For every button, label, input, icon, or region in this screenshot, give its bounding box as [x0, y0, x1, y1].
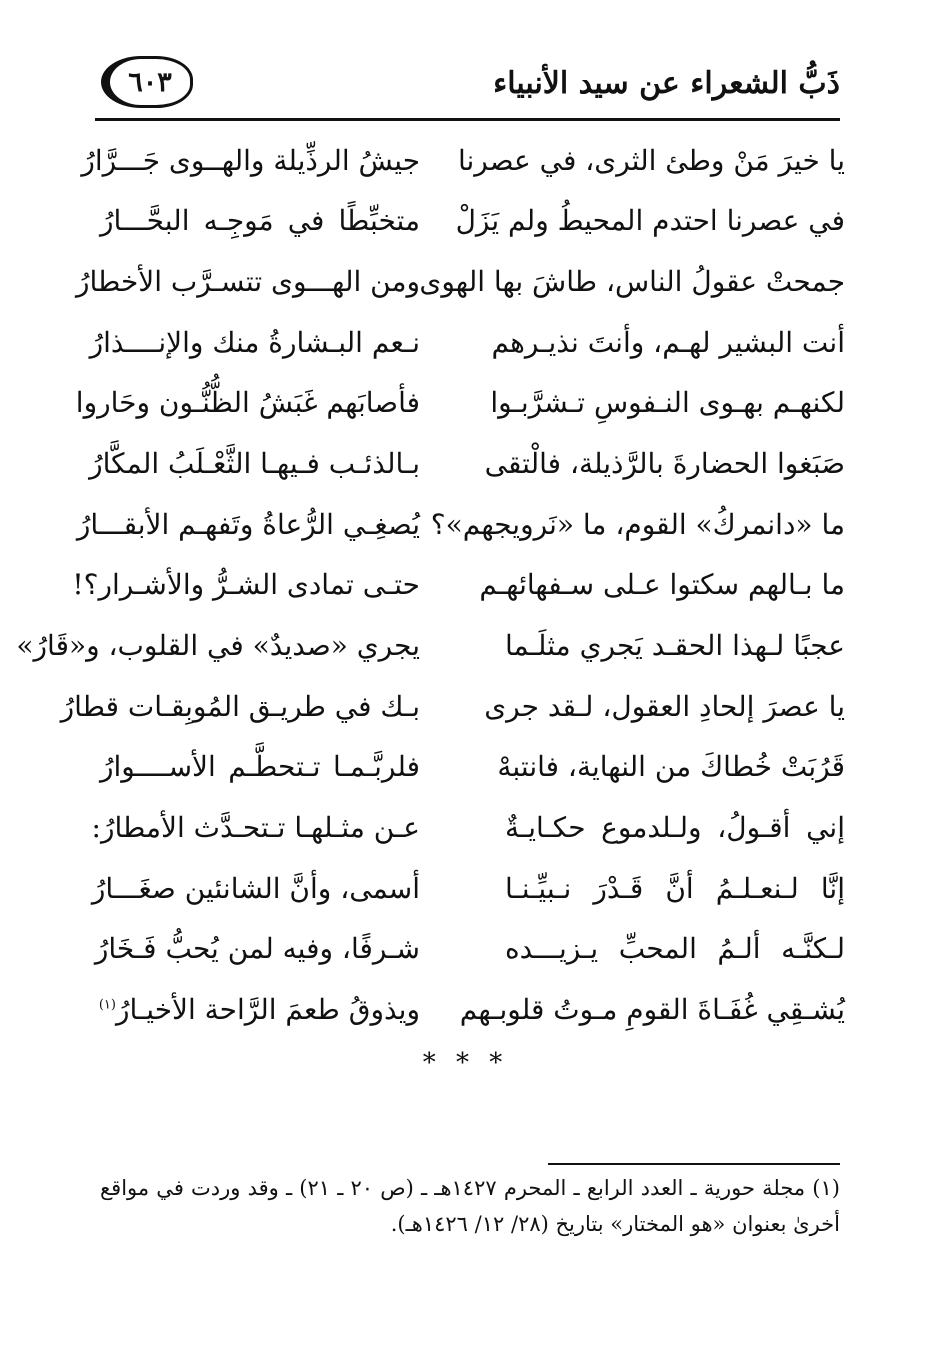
verse: [0, 919, 845, 979]
verse: [0, 373, 845, 433]
verse-first-hemistich: قَرُبَتْ خُطاكَ من النهاية، فانتبهْ: [497, 750, 845, 783]
verse-second-hemistich: حتـى تمادى الشـرُّ والأشـرار؟!: [72, 568, 420, 601]
verse: [0, 495, 845, 555]
verse: [0, 252, 845, 312]
verse-second-hemistich: يُصغِـي الرُّعاةُ وتَفهـم الأبقـــارُ: [76, 508, 420, 541]
page-number: ٦٠٣: [128, 66, 172, 98]
footnote: [100, 1170, 840, 1242]
verse-first-hemistich: ما بـالهم سكتوا عـلى سـفهائهـم: [479, 568, 845, 601]
verse-first-hemistich: لـكنَّـه ألـمُ المحبِّ يـزيـــده: [505, 932, 845, 965]
verse: [0, 980, 845, 1040]
verse: [0, 313, 845, 373]
verse-second-hemistich: متخبِّطًا في مَوجِـه البحَّـــارُ: [100, 204, 420, 237]
verse: [0, 677, 845, 737]
verse-first-hemistich: ما «دانمركُ» القوم، ما «نَرويجهم»؟: [430, 508, 845, 541]
verse-second-hemistich: ومن الهـــوى تتسـرَّب الأخطارُ: [75, 265, 420, 298]
verse-first-hemistich: يا عصرَ إلحادِ العقول، لـقد جرى: [484, 690, 845, 723]
verse: [0, 798, 845, 858]
verse: [0, 555, 845, 615]
verse-second-hemistich: يجري «صديدٌ» في القلوب، و«قَارُ»: [16, 629, 420, 662]
verse-first-hemistich: عجبًا لـهذا الحقـد يَجري مثلَـما: [505, 629, 845, 662]
verse-second-hemistich: فلربَّـمـا تـتحطَّـم الأســــوارُ: [100, 750, 420, 783]
verse-first-hemistich: جمحتْ عقولُ الناس، طاشَ بها الهوى: [419, 265, 845, 298]
verse-second-hemistich: عـن مثـلهـا تـتحـدَّث الأمطارُ:: [91, 811, 420, 844]
verse-first-hemistich: في عصرنا احتدم المحيطُ ولم يَزَلْ: [455, 204, 845, 237]
verse: [0, 737, 845, 797]
verse: [0, 131, 845, 191]
verse: [0, 859, 845, 919]
verse: [0, 191, 845, 251]
verse-second-hemistich: [100, 980, 420, 1040]
book-title: ذَبُّ الشعراء عن سيد الأنبياء: [493, 66, 840, 101]
verse-second-hemistich: جيشُ الرذِّيلة والهــوى جَـــرَّارُ: [81, 144, 420, 177]
verse-second-hemistich: نـعم البـشارةُ منك والإنــــذارُ: [89, 326, 420, 359]
verse-second-hemistich: أسمى، وأنَّ الشانئين صغَـــارُ: [91, 872, 420, 905]
footnote-marker: (١): [98, 997, 116, 1013]
footnote-rule: [548, 1163, 840, 1165]
verse-first-hemistich: يُشـقِي غُفَـاةَ القومِ مـوتُ قلوبـهم: [459, 993, 845, 1026]
footnote-line: أخرىٰ بعنوان «هو المختار» بتاريخ (٢٨/ ١٢/ ١٤٢٦هـ).: [390, 1212, 840, 1236]
verse-second-hemistich: شـرفًا، وفيه لمن يُحبُّ فَـخَارُ: [94, 932, 420, 965]
verse-second-hemistich: بـك في طريـق المُوبِقـات قطارُ: [60, 690, 420, 723]
verse-first-hemistich: لكنهـم بهـوى النـفوسِ تـشرَّبـوا: [490, 386, 845, 419]
verse-first-hemistich: يا خيرَ مَنْ وطئ الثرى، في عصرنا: [457, 144, 845, 177]
verse-second-hemistich: بـالذئـب فـيهـا الثَّعْـلَبُ المكَّارُ: [89, 447, 420, 480]
verse-first-hemistich: إنَّا لـنعـلـمُ أنَّ قَـدْرَ نـبيِّـنـا: [505, 872, 845, 905]
section-separator: * * *: [422, 1048, 509, 1078]
verse-first-hemistich: صَبَغوا الحضارةَ بالرَّذيلة، فالْتقى: [484, 447, 845, 480]
verse-first-hemistich: أنت البشير لهـم، وأنتَ نذيـرهم: [491, 326, 845, 359]
footnote-line: (١) مجلة حورية ـ العدد الرابع ـ المحرم ١٤٢٧هـ ـ (ص ٢٠ ـ ٢١) ـ وقد وردت في مواقع: [100, 1176, 840, 1200]
verse: [0, 434, 845, 494]
hemistich-text: ويذوقُ طعمَ الرَّاحة الأخيـارُ: [115, 993, 420, 1026]
verse-first-hemistich: إني أقـولُ، ولـلدموع حكـايـةٌ: [505, 811, 845, 844]
verse-second-hemistich: فأصابَهم غَبَشُ الظُّنُّـون وحَاروا: [75, 386, 420, 419]
verse: [0, 616, 845, 676]
